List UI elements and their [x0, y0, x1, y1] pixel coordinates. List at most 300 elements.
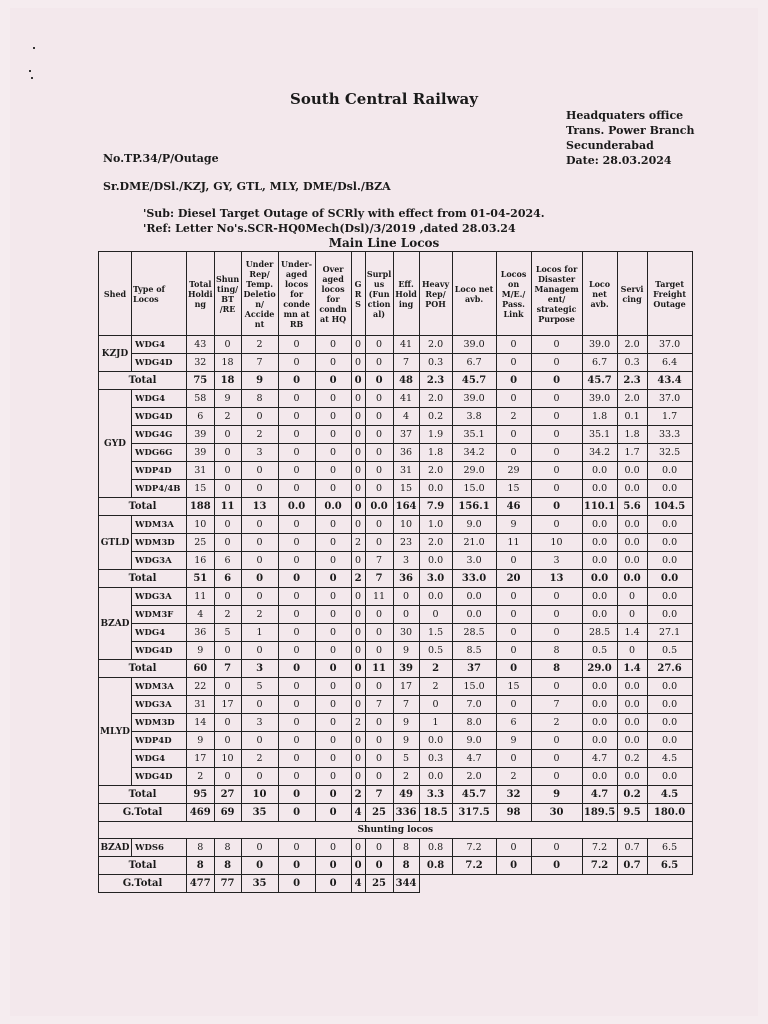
value-cell: 39	[187, 426, 215, 444]
value-cell: 0	[315, 839, 351, 857]
value-cell: 0	[278, 336, 315, 354]
value-cell: 0	[365, 534, 393, 552]
value-cell: 0.0	[582, 552, 617, 570]
total-value-cell: 13	[241, 498, 278, 516]
value-cell: 33.3	[647, 426, 692, 444]
value-cell: 0	[365, 624, 393, 642]
total-value-cell: 156.1	[452, 498, 496, 516]
total-row	[99, 570, 693, 588]
total-value-cell: 0	[496, 372, 531, 390]
value-cell: 0.0	[419, 768, 452, 786]
value-cell: 35.1	[452, 426, 496, 444]
total-value-cell: 46	[496, 498, 531, 516]
value-cell: 0	[365, 732, 393, 750]
value-cell: 8	[214, 839, 241, 857]
value-cell: 1.7	[647, 408, 692, 426]
value-cell: 0	[241, 588, 278, 606]
value-cell: 1.8	[419, 444, 452, 462]
total-value-cell: 0	[241, 857, 278, 875]
value-cell: 30	[393, 624, 419, 642]
value-cell: 0	[241, 552, 278, 570]
reference-number: No.TP.34/P/Outage	[103, 152, 219, 165]
total-row	[99, 786, 693, 804]
letter-date: Date: 28.03.2024	[566, 154, 672, 167]
value-cell: 4	[187, 606, 215, 624]
value-cell: 0	[214, 714, 241, 732]
total-value-cell: 0	[351, 660, 365, 678]
total-value-cell: 7.9	[419, 498, 452, 516]
value-cell: 0	[278, 444, 315, 462]
value-cell: 0	[241, 839, 278, 857]
value-cell: 0	[315, 426, 351, 444]
value-cell: 0.0	[647, 696, 692, 714]
speck-mark	[33, 47, 35, 49]
value-cell: 0	[315, 678, 351, 696]
value-cell: 0	[531, 839, 582, 857]
total-value-cell: 49	[393, 786, 419, 804]
value-cell: 0	[315, 606, 351, 624]
value-cell: 0	[496, 336, 531, 354]
value-cell: 0.0	[617, 678, 647, 696]
value-cell: 0.0	[582, 714, 617, 732]
total-value-cell: 0	[351, 498, 365, 516]
value-cell: 39.0	[452, 336, 496, 354]
value-cell: 0	[419, 606, 452, 624]
value-cell: 2	[241, 426, 278, 444]
loco-type-cell: WDG4D	[132, 408, 187, 426]
table-row	[99, 480, 693, 498]
value-cell: 15	[187, 480, 215, 498]
loco-type-cell: WDG4D	[132, 768, 187, 786]
table-row	[99, 426, 693, 444]
total-value-cell: 60	[187, 660, 215, 678]
value-cell: 0	[365, 480, 393, 498]
value-cell: 0	[278, 426, 315, 444]
header-underaged: Under-aged locos for conde mn at RB	[278, 252, 315, 336]
total-value-cell: 6.5	[647, 857, 692, 875]
value-cell: 0.0	[582, 516, 617, 534]
value-cell: 0	[496, 552, 531, 570]
value-cell: 0.0	[582, 588, 617, 606]
total-label: Total	[99, 660, 187, 678]
value-cell: 34.2	[582, 444, 617, 462]
grand-total-row	[99, 804, 693, 822]
value-cell: 39.0	[582, 390, 617, 408]
value-cell: 0.3	[617, 354, 647, 372]
value-cell: 0	[278, 624, 315, 642]
total-value-cell: 6	[214, 570, 241, 588]
value-cell: 0	[241, 696, 278, 714]
value-cell: 0	[365, 642, 393, 660]
value-cell: 0	[351, 588, 365, 606]
loco-type-cell: WDG4	[132, 336, 187, 354]
value-cell: 0.0	[647, 462, 692, 480]
value-cell: 6.4	[647, 354, 692, 372]
table-row	[99, 732, 693, 750]
value-cell: 0.0	[617, 552, 647, 570]
value-cell: 17	[393, 678, 419, 696]
value-cell: 0	[365, 516, 393, 534]
value-cell: 15	[393, 480, 419, 498]
value-cell: 8	[241, 390, 278, 408]
table-row	[99, 336, 693, 354]
grand-total-value-cell: 25	[365, 804, 393, 822]
value-cell: 0	[315, 534, 351, 552]
value-cell: 0.0	[452, 588, 496, 606]
value-cell: 0.0	[419, 480, 452, 498]
final-grand-total-row	[99, 875, 693, 893]
value-cell: 0	[419, 696, 452, 714]
value-cell: 31	[187, 696, 215, 714]
loco-type-cell: WDM3D	[132, 714, 187, 732]
header-overaged: Over aged locos for condn at HQ	[315, 252, 351, 336]
header-total-holding: Total Holdi ng	[187, 252, 215, 336]
headquarters-block	[566, 108, 694, 168]
value-cell: 0	[278, 750, 315, 768]
value-cell: 0	[351, 642, 365, 660]
value-cell: 0	[496, 839, 531, 857]
loco-type-cell: WDG4D	[132, 642, 187, 660]
value-cell: 41	[393, 336, 419, 354]
total-value-cell: 0	[365, 372, 393, 390]
value-cell: 2	[351, 714, 365, 732]
value-cell: 0.0	[647, 768, 692, 786]
table-row	[99, 768, 693, 786]
value-cell: 0	[531, 588, 582, 606]
value-cell: 0	[365, 750, 393, 768]
value-cell: 0.2	[617, 750, 647, 768]
value-cell: 10	[187, 516, 215, 534]
total-value-cell: 39	[393, 660, 419, 678]
value-cell: 6	[187, 408, 215, 426]
total-row	[99, 660, 693, 678]
grand-total-value-cell: 35	[241, 875, 278, 893]
total-value-cell: 0	[278, 857, 315, 875]
value-cell: 0	[365, 426, 393, 444]
total-value-cell: 0	[278, 372, 315, 390]
value-cell: 0	[351, 768, 365, 786]
total-label: Total	[99, 786, 187, 804]
total-value-cell: 0	[315, 570, 351, 588]
grand-total-value-cell: 0	[315, 875, 351, 893]
value-cell: 0	[365, 768, 393, 786]
total-value-cell: 8	[393, 857, 419, 875]
value-cell: 2.0	[617, 336, 647, 354]
total-value-cell: 8	[214, 857, 241, 875]
value-cell: 9.0	[452, 732, 496, 750]
value-cell: 0	[214, 444, 241, 462]
total-value-cell: 45.7	[582, 372, 617, 390]
value-cell: 0	[241, 516, 278, 534]
value-cell: 2	[214, 408, 241, 426]
loco-type-cell: WDG4	[132, 390, 187, 408]
value-cell: 28.5	[452, 624, 496, 642]
grand-total-value-cell: 25	[365, 875, 393, 893]
value-cell: 0.0	[419, 732, 452, 750]
loco-type-cell: WDG6G	[132, 444, 187, 462]
grand-total-value-cell: 98	[496, 804, 531, 822]
value-cell: 0	[351, 444, 365, 462]
value-cell: 15.0	[452, 678, 496, 696]
value-cell: 0	[241, 462, 278, 480]
total-value-cell: 0.0	[582, 570, 617, 588]
value-cell: 0	[241, 534, 278, 552]
value-cell: 1.9	[419, 426, 452, 444]
value-cell: 0	[496, 750, 531, 768]
value-cell: 0	[617, 642, 647, 660]
value-cell: 0	[496, 426, 531, 444]
total-value-cell: 0	[278, 786, 315, 804]
value-cell: 0.5	[582, 642, 617, 660]
value-cell: 0	[315, 390, 351, 408]
table-row	[99, 444, 693, 462]
value-cell: 9	[187, 642, 215, 660]
value-cell: 2.0	[419, 534, 452, 552]
grand-total-label: G.Total	[99, 804, 187, 822]
total-value-cell: 0	[531, 372, 582, 390]
total-value-cell: 0.0	[315, 498, 351, 516]
grand-total-value-cell: 0	[278, 804, 315, 822]
value-cell: 1.8	[617, 426, 647, 444]
shunting-header-row	[99, 822, 693, 839]
value-cell: 3	[531, 552, 582, 570]
total-row	[99, 498, 693, 516]
value-cell: 0	[365, 678, 393, 696]
table-row	[99, 606, 693, 624]
value-cell: 3.8	[452, 408, 496, 426]
total-value-cell: 0	[241, 570, 278, 588]
total-value-cell: 29.0	[582, 660, 617, 678]
value-cell: 39.0	[452, 390, 496, 408]
total-value-cell: 4.7	[582, 786, 617, 804]
value-cell: 0	[351, 624, 365, 642]
value-cell: 0	[278, 696, 315, 714]
value-cell: 0	[351, 390, 365, 408]
value-cell: 0.0	[419, 588, 452, 606]
value-cell: 0.0	[582, 606, 617, 624]
shed-cell: BZAD	[99, 588, 132, 660]
value-cell: 0.0	[617, 696, 647, 714]
total-value-cell: 0	[351, 857, 365, 875]
total-value-cell: 7	[365, 570, 393, 588]
value-cell: 0.3	[419, 354, 452, 372]
shed-cell: MLYD	[99, 678, 132, 786]
total-value-cell: 7.2	[452, 857, 496, 875]
value-cell: 0.0	[647, 732, 692, 750]
value-cell: 0	[278, 480, 315, 498]
grand-total-value-cell: 77	[214, 875, 241, 893]
loco-type-cell: WDG3A	[132, 552, 187, 570]
grand-total-value-cell: 336	[393, 804, 419, 822]
value-cell: 0	[315, 408, 351, 426]
value-cell: 0	[278, 534, 315, 552]
header-servicing: Servi cing	[617, 252, 647, 336]
value-cell: 0	[214, 768, 241, 786]
value-cell: 0	[531, 480, 582, 498]
header-under-repair: Under Rep/ Temp. Deletio n/ Accide nt	[241, 252, 278, 336]
grand-total-value-cell: 317.5	[452, 804, 496, 822]
value-cell: 0	[365, 408, 393, 426]
blank-area	[419, 875, 692, 893]
total-value-cell: 0	[315, 857, 351, 875]
grand-total-value-cell: 35	[241, 804, 278, 822]
total-value-cell: 11	[214, 498, 241, 516]
value-cell: 0	[241, 408, 278, 426]
loco-type-cell: WDG4G	[132, 426, 187, 444]
total-value-cell: 32	[496, 786, 531, 804]
loco-type-cell: WDG4	[132, 750, 187, 768]
value-cell: 1.8	[582, 408, 617, 426]
value-cell: 0.0	[647, 552, 692, 570]
value-cell: 4.7	[582, 750, 617, 768]
value-cell: 0.1	[617, 408, 647, 426]
total-value-cell: 0	[531, 498, 582, 516]
value-cell: 0	[496, 606, 531, 624]
value-cell: 0	[393, 606, 419, 624]
table-row	[99, 408, 693, 426]
value-cell: 0	[241, 480, 278, 498]
value-cell: 0	[351, 696, 365, 714]
grand-total-value-cell: 469	[187, 804, 215, 822]
shed-cell: GYD	[99, 390, 132, 498]
total-value-cell: 13	[531, 570, 582, 588]
total-label: Total	[99, 570, 187, 588]
header-eff-holding: Eff. Hold ing	[393, 252, 419, 336]
value-cell: 0.0	[617, 714, 647, 732]
total-value-cell: 2	[351, 570, 365, 588]
loco-type-cell: WDM3D	[132, 534, 187, 552]
table-row	[99, 642, 693, 660]
value-cell: 0	[278, 768, 315, 786]
header-loco-net-avb: Loco net avb.	[452, 252, 496, 336]
header-loco-type: Type of Locos	[132, 252, 187, 336]
value-cell: 17	[187, 750, 215, 768]
value-cell: 35.1	[582, 426, 617, 444]
value-cell: 36	[187, 624, 215, 642]
total-value-cell: 27	[214, 786, 241, 804]
value-cell: 4	[393, 408, 419, 426]
value-cell: 0.0	[647, 516, 692, 534]
value-cell: 7.2	[452, 839, 496, 857]
value-cell: 0	[278, 516, 315, 534]
shunting-total-row	[99, 857, 693, 875]
total-label: Total	[99, 498, 187, 516]
value-cell: 0	[496, 696, 531, 714]
value-cell: 37.0	[647, 336, 692, 354]
value-cell: 0.0	[647, 606, 692, 624]
value-cell: 9	[393, 714, 419, 732]
value-cell: 28.5	[582, 624, 617, 642]
grand-total-label: G.Total	[99, 875, 187, 893]
header-target-outage: Target Freight Outage	[647, 252, 692, 336]
value-cell: 31	[187, 462, 215, 480]
value-cell: 3	[393, 552, 419, 570]
total-value-cell: 45.7	[452, 372, 496, 390]
value-cell: 16	[187, 552, 215, 570]
hq-line: Trans. Power Branch	[566, 124, 695, 137]
total-value-cell: 7	[365, 786, 393, 804]
value-cell: 3	[241, 714, 278, 732]
table-row	[99, 354, 693, 372]
value-cell: 3	[241, 444, 278, 462]
table-row	[99, 696, 693, 714]
value-cell: 2	[531, 714, 582, 732]
value-cell: 9	[393, 732, 419, 750]
value-cell: 0	[351, 426, 365, 444]
total-value-cell: 0	[351, 372, 365, 390]
hq-line: Headquaters office	[566, 109, 684, 122]
value-cell: 0	[241, 768, 278, 786]
total-value-cell: 0	[315, 372, 351, 390]
value-cell: 0	[278, 839, 315, 857]
table-row	[99, 516, 693, 534]
value-cell: 1	[419, 714, 452, 732]
total-value-cell: 33.0	[452, 570, 496, 588]
total-value-cell: 0.0	[647, 570, 692, 588]
value-cell: 0	[365, 354, 393, 372]
total-value-cell: 0	[278, 570, 315, 588]
table-row	[99, 678, 693, 696]
value-cell: 0	[365, 714, 393, 732]
value-cell: 0	[278, 462, 315, 480]
value-cell: 0.0	[647, 588, 692, 606]
value-cell: 2	[393, 768, 419, 786]
table-row	[99, 714, 693, 732]
value-cell: 10	[531, 534, 582, 552]
value-cell: 0.0	[617, 462, 647, 480]
value-cell: 0	[315, 750, 351, 768]
loco-type-cell: WDM3A	[132, 516, 187, 534]
value-cell: 9.0	[452, 516, 496, 534]
total-value-cell: 0.7	[617, 857, 647, 875]
value-cell: 0	[531, 390, 582, 408]
value-cell: 0	[531, 624, 582, 642]
grand-total-value-cell: 30	[531, 804, 582, 822]
value-cell: 0.0	[617, 534, 647, 552]
value-cell: 10	[393, 516, 419, 534]
value-cell: 0	[214, 336, 241, 354]
value-cell: 2.0	[419, 462, 452, 480]
loco-type-cell: WDG3A	[132, 588, 187, 606]
value-cell: 0	[315, 714, 351, 732]
value-cell: 2	[241, 750, 278, 768]
value-cell: 2	[214, 606, 241, 624]
value-cell: 32	[187, 354, 215, 372]
value-cell: 0	[617, 606, 647, 624]
header-loco-net-avb-2: Loco net avb.	[582, 252, 617, 336]
total-value-cell: 43.4	[647, 372, 692, 390]
value-cell: 0.0	[419, 552, 452, 570]
total-value-cell: 0	[315, 786, 351, 804]
value-cell: 0	[617, 588, 647, 606]
reference-line: 'Ref: Letter No's.SCR-HQ0Mech(Dsl)/3/2019 ,dated 28.03.24	[143, 222, 516, 235]
total-value-cell: 7	[214, 660, 241, 678]
total-value-cell: 8	[531, 660, 582, 678]
value-cell: 2.0	[452, 768, 496, 786]
value-cell: 7	[241, 354, 278, 372]
value-cell: 0	[241, 642, 278, 660]
value-cell: 41	[393, 390, 419, 408]
value-cell: 3.0	[452, 552, 496, 570]
value-cell: 37	[393, 426, 419, 444]
value-cell: 0.0	[452, 606, 496, 624]
header-surplus: Surpl us (Fun ction al)	[365, 252, 393, 336]
value-cell: 9	[496, 732, 531, 750]
value-cell: 5	[214, 624, 241, 642]
total-value-cell: 4.5	[647, 786, 692, 804]
total-value-cell: 5.6	[617, 498, 647, 516]
value-cell: 9	[393, 642, 419, 660]
